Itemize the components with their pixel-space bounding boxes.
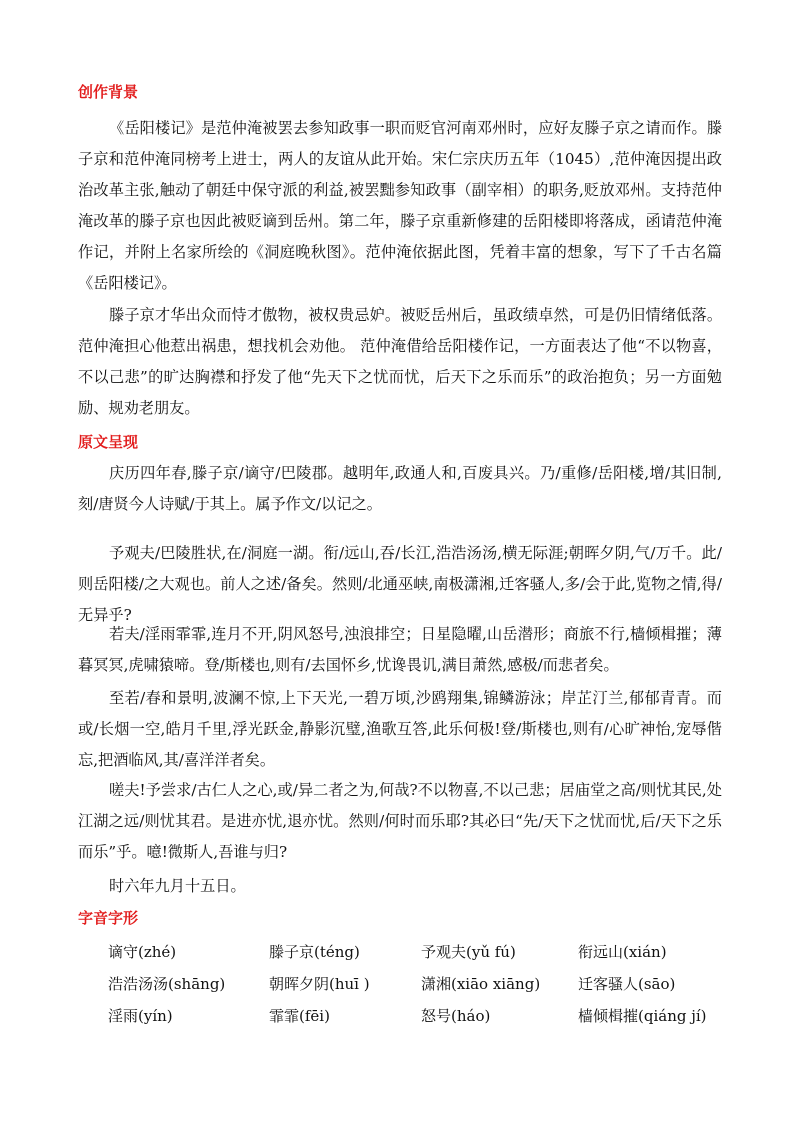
pronunciation-item: 衔远山(xián)	[578, 943, 667, 961]
pronunciation-item: 怒号(háo)	[421, 1007, 491, 1025]
original-paragraph-5: 嗟夫!予尝求/古仁人之心,或/异二者之为,何哉?不以物喜,不以己悲；居庙堂之高/则忧其民,处江湖之远/则忧其君。是进亦忧,退亦忧。然则/何时而乐耶?其必曰“先/天下之忧而忧,后/天下之乐而乐”乎。噫!微斯人,吾谁与归?	[78, 781, 722, 861]
original-paragraph-1: 庆历四年春,滕子京/谪守/巴陵郡。越明年,政通人和,百废具兴。乃/重修/岳阳楼,增/其旧制,刻/唐贤今人诗赋/于其上。属予作文/以记之。	[78, 464, 722, 513]
original-paragraph-4: 至若/春和景明,波澜不惊,上下天光,一碧万顷,沙鸥翔集,锦鳞游泳；岸芷汀兰,郁郁青青。而或/长烟一空,皓月千里,浮光跃金,静影沉璧,渔歌互答,此乐何极!登/斯楼也,则有/心旷神怡,宠辱偕忘,把酒临风,其/喜洋洋者矣。	[78, 689, 722, 769]
pronunciation-table	[108, 940, 748, 1036]
pronunciation-row	[108, 972, 748, 1004]
pronunciation-item: 予观夫(yǔ fú)	[421, 943, 516, 961]
pronunciation-item: 滕子京(téng)	[269, 943, 360, 961]
section-heading-original: 原文呈现	[78, 433, 139, 451]
original-paragraph-2: 予观夫/巴陵胜状,在/洞庭一湖。衔/远山,吞/长江,浩浩汤汤,横无际涯;朝晖夕阴,气/万千。此/则岳阳楼/之大观也。前人之述/备矣。然则/北通巫峡,南极潇湘,迁客骚人,多/会于此,览物之情,得/无异乎?	[78, 544, 722, 624]
background-paragraph-2: 滕子京才华出众而恃才傲物，被权贵忌妒。被贬岳州后，虽政绩卓然，可是仍旧情绪低落。范仲淹担心他惹出祸患，想找机会劝他。 范仲淹借给岳阳楼作记，一方面表达了他“不以物喜，不以己悲”的旷达胸襟和抒发了他“先天下之忧而忧，后天下之乐而乐”的政治抱负；另一方面勉励、规劝老朋友。	[78, 306, 722, 417]
pronunciation-item: 朝晖夕阴(huī )	[269, 975, 370, 993]
pronunciation-item: 淫雨(yín)	[108, 1007, 173, 1025]
pronunciation-row	[108, 940, 748, 972]
pronunciation-row	[108, 1004, 748, 1036]
pronunciation-item: 迁客骚人(sāo)	[578, 975, 676, 993]
pronunciation-item: 潇湘(xiāo xiāng)	[421, 975, 541, 993]
section-heading-background: 创作背景	[78, 83, 139, 101]
pronunciation-item: 谪守(zhé)	[108, 943, 177, 961]
pronunciation-item: 浩浩汤汤(shāng)	[108, 975, 226, 993]
background-paragraph-1: 《岳阳楼记》是范仲淹被罢去参知政事一职而贬官河南邓州时，应好友滕子京之请而作。滕子京和范仲淹同榜考上进士，两人的友谊从此开始。宋仁宗庆历五年（1045）,范仲淹因提出政治改革主张,触动了朝廷中保守派的利益,被罢黜参知政事（副宰相）的职务,贬放邓州。支持范仲淹改革的滕子京也因此被贬谪到岳州。第二年，滕子京重新修建的岳阳楼即将落成，函请范仲淹作记，并附上名家所绘的《洞庭晚秋图》。范仲淹依据此图，凭着丰富的想象，写下了千古名篇《岳阳楼记》。	[78, 119, 722, 292]
pronunciation-item: 霏霏(fēi)	[269, 1007, 330, 1025]
original-paragraph-3: 若夫/淫雨霏霏,连月不开,阴风怒号,浊浪排空；日星隐曜,山岳潜形；商旅不行,樯倾楫摧；薄暮冥冥,虎啸猿啼。登/斯楼也,则有/去国怀乡,忧谗畏讥,满目萧然,感极/而悲者矣。	[78, 625, 722, 674]
original-paragraph-6: 时六年九月十五日。	[109, 877, 246, 895]
pronunciation-item: 樯倾楫摧(qiáng jí)	[578, 1007, 707, 1025]
section-heading-pronunciation: 字音字形	[78, 909, 139, 927]
